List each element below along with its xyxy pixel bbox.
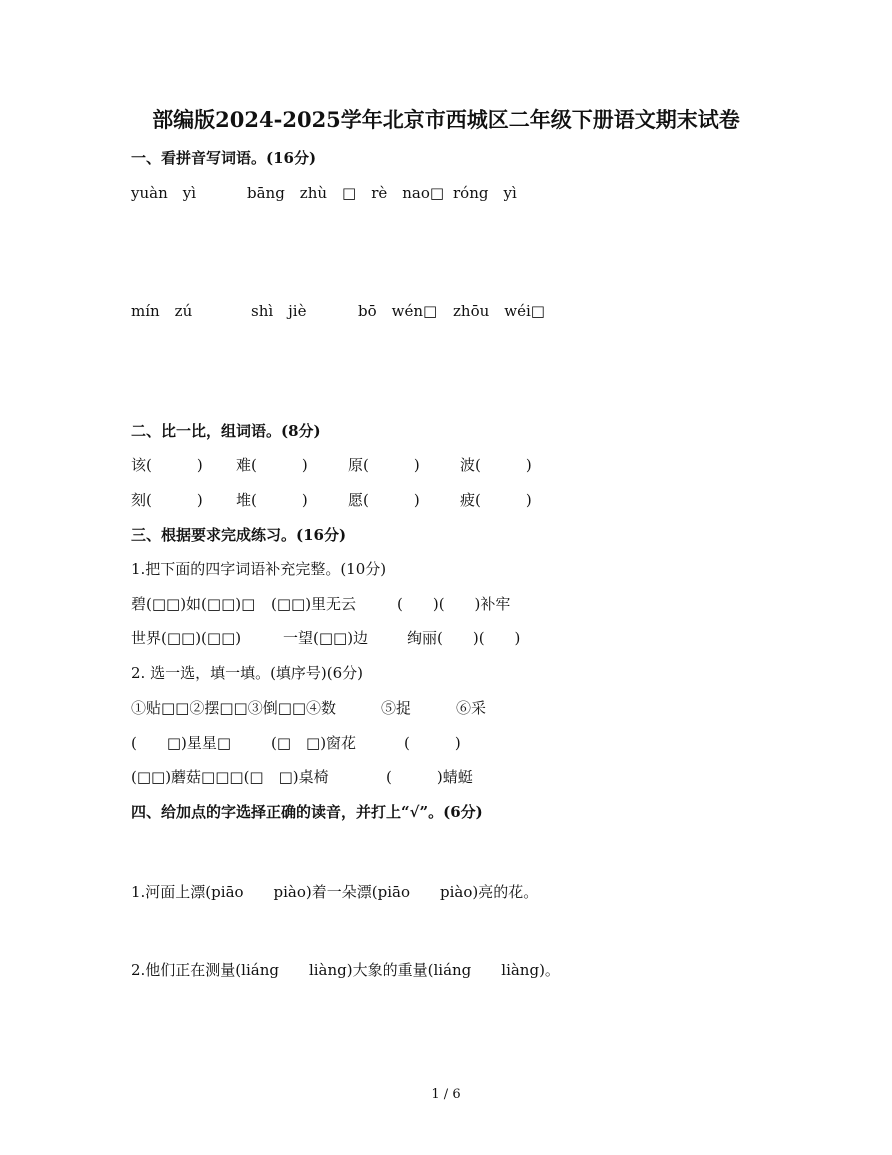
fill-item: (□ □)窗花 [271,734,357,752]
idiom-item: 碧(□□)如(□□)□ [131,595,256,613]
fill-item: ( )蜻蜓 [386,768,473,786]
pinyin-item: yuàn yì [131,184,197,202]
pinyin-item: shì jiè [251,302,307,320]
pinyin-item: zhōu wéi□ [453,302,545,320]
compare-item: 刻( ) [131,491,203,509]
idiom-item: (□□)里无云 [271,595,357,613]
page-number: 1 / 6 [431,1087,461,1102]
compare-item: 波( ) [460,456,532,474]
pinyin-item: róng yì [453,184,517,202]
compare-item: 原( ) [348,456,420,474]
fill-item: ( □)星星□ [131,734,232,752]
reading-question: 2.他们正在测量(liáng liàng)大象的重量(liáng liàng)。 [131,961,560,979]
option-item: ⑤捉 [381,699,412,717]
option-item: ⑥采 [456,699,487,717]
option-list: ①贴□□②摆□□③倒□□④数 [131,699,337,717]
section-2-heading: 二、比一比，组词语。(8分) [131,422,321,440]
compare-item: 疲( ) [460,491,532,509]
compare-item: 愿( ) [348,491,420,509]
pinyin-item: mín zú [131,302,193,320]
fill-item: ( ) [404,734,461,752]
question-1-heading: 1.把下面的四字词语补充完整。(10分) [131,560,387,578]
section-4-heading: 四、给加点的字选择正确的读音，并打上“√”。(6分) [131,803,483,821]
section-3-heading: 三、根据要求完成练习。(16分) [131,526,347,544]
fill-item: (□□)蘑菇□□□(□ □)桌椅 [131,768,329,786]
compare-item: 该( ) [131,456,203,474]
compare-item: 堆( ) [236,491,308,509]
section-1-heading: 一、看拼音写词语。(16分) [131,149,317,167]
idiom-item: ( )( )补牢 [397,595,511,613]
idiom-item: 绚丽( )( ) [407,629,521,647]
question-2-heading: 2. 选一选，填一填。(填序号)(6分) [131,664,364,682]
page-title: 部编版2024-2025学年北京市西城区二年级下册语文期末试卷 [152,107,740,132]
pinyin-item: bāng zhù □ rè nao□ [247,184,445,202]
compare-item: 难( ) [236,456,308,474]
idiom-item: 世界(□□)(□□) [131,629,242,647]
reading-question: 1.河面上漂(piāo piào)着一朵漂(piāo piào)亮的花。 [131,883,539,901]
idiom-item: 一望(□□)边 [283,629,369,647]
pinyin-item: bō wén□ [358,302,438,320]
